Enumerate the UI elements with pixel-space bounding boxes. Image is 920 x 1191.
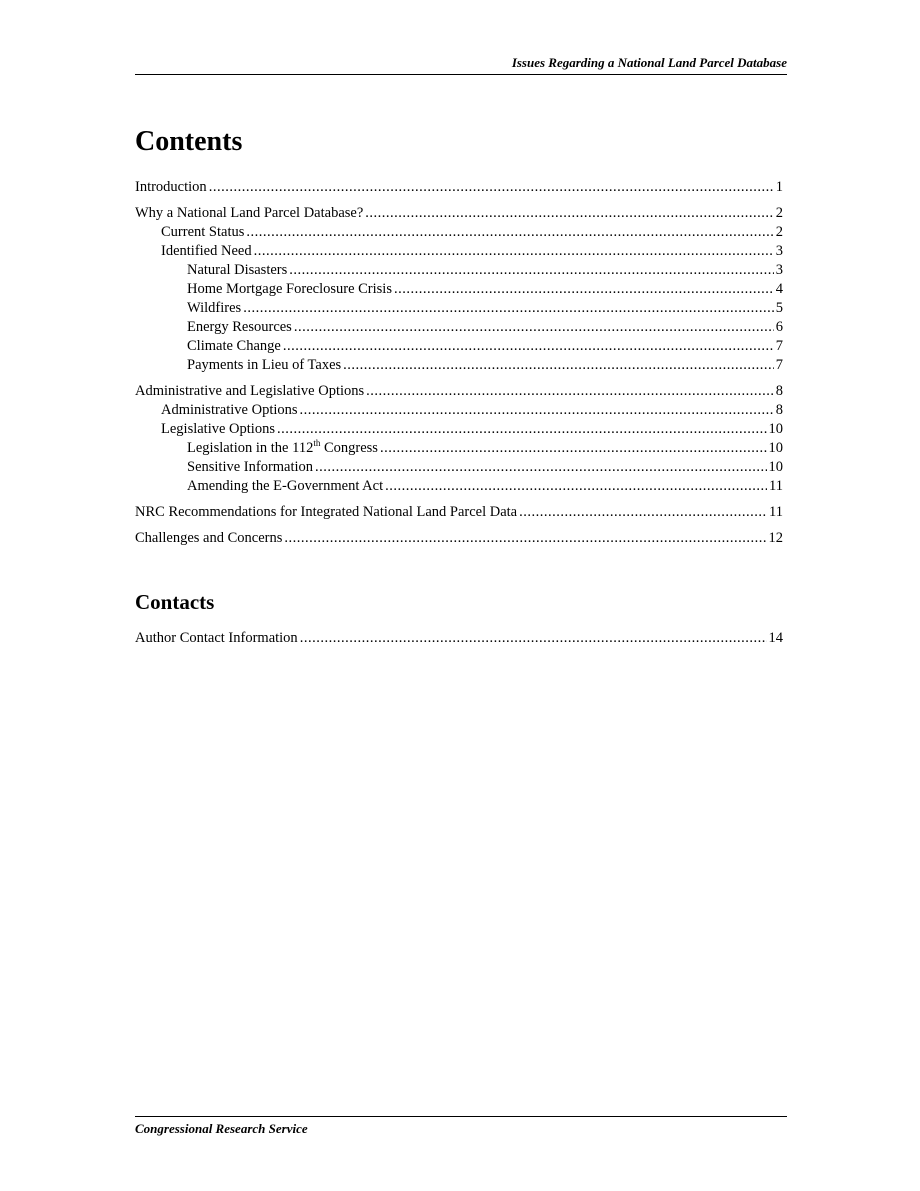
toc-entry-legislation-112th-congress[interactable]: [135, 439, 783, 458]
toc-entry-title: Home Mortgage Foreclosure Crisis: [187, 281, 392, 297]
toc-entry-title: Payments in Lieu of Taxes: [187, 357, 342, 373]
toc-entry-page: 3: [775, 243, 783, 259]
toc-entry-why-national-database[interactable]: [135, 204, 783, 223]
dot-leader: [289, 261, 773, 280]
toc-entry-title: Current Status: [161, 224, 245, 240]
dot-leader: [519, 503, 767, 522]
dot-leader: [209, 178, 774, 197]
toc-entry-title: Wildfires: [187, 300, 242, 316]
toc-entry-title: Author Contact Information: [135, 630, 298, 646]
toc-entry-title: Legislative Options: [161, 421, 275, 437]
toc-entry-title: Sensitive Information: [187, 459, 314, 475]
toc-entry-title: Administrative and Legislative Options: [135, 383, 365, 399]
toc-entry-amending-egov-act[interactable]: [135, 477, 783, 496]
toc-entry-title-text: Congress: [320, 440, 378, 456]
toc-entry-page: 8: [775, 383, 783, 399]
dot-leader: [277, 420, 767, 439]
toc-entry-page: 12: [768, 530, 783, 546]
dot-leader: [365, 204, 773, 223]
dot-leader: [243, 299, 774, 318]
toc-entry-title-text: Legislation in the 112: [187, 440, 314, 456]
toc-entry-payments-lieu-taxes[interactable]: [135, 356, 783, 375]
toc-entry-page: 6: [775, 319, 783, 335]
dot-leader: [300, 401, 774, 420]
toc-entry-title: NRC Recommendations for Integrated National Land Parcel Data: [135, 504, 518, 520]
toc-entry-admin-legislative-options[interactable]: [135, 382, 783, 401]
dot-leader: [246, 223, 773, 242]
toc-entry-title: Climate Change: [187, 338, 281, 354]
toc-entry-challenges-concerns[interactable]: [135, 529, 783, 548]
contents-heading: Contents: [135, 126, 243, 157]
dot-leader: [283, 337, 774, 356]
toc-entry-title: Natural Disasters: [187, 262, 288, 278]
dot-leader: [315, 458, 766, 477]
toc-entry-foreclosure-crisis[interactable]: [135, 280, 783, 299]
toc-entry-title: Amending the E-Government Act: [187, 478, 384, 494]
dot-leader: [284, 529, 766, 548]
dot-leader: [366, 382, 774, 401]
toc-entry-title: Why a National Land Parcel Database?: [135, 205, 364, 221]
running-header: Issues Regarding a National Land Parcel Database: [135, 55, 787, 75]
dot-leader: [380, 439, 767, 458]
toc-entry-page: 10: [768, 459, 783, 475]
running-footer: Congressional Research Service: [135, 1116, 787, 1137]
ordinal-superscript: th: [313, 438, 321, 449]
table-of-contents: [135, 178, 783, 548]
toc-entry-introduction[interactable]: [135, 178, 783, 197]
toc-entry-legislative-options[interactable]: [135, 420, 783, 439]
toc-entry-page: 11: [769, 504, 783, 520]
toc-entry-page: 11: [769, 478, 783, 494]
toc-entry-page: 2: [775, 205, 783, 221]
toc-entry-natural-disasters[interactable]: [135, 261, 783, 280]
toc-entry-title: Introduction: [135, 179, 207, 195]
toc-entry-title: Energy Resources: [187, 319, 292, 335]
toc-entry-page: 4: [775, 281, 783, 297]
toc-entry-page: 5: [775, 300, 783, 316]
dot-leader: [294, 318, 774, 337]
dot-leader: [394, 280, 774, 299]
toc-entry-nrc-recommendations[interactable]: [135, 503, 783, 522]
dot-leader: [385, 477, 767, 496]
toc-entry-title: [187, 439, 378, 458]
toc-entry-climate-change[interactable]: [135, 337, 783, 356]
toc-entry-page: 7: [775, 338, 783, 354]
toc-entry-title: Challenges and Concerns: [135, 530, 283, 546]
toc-entry-wildfires[interactable]: [135, 299, 783, 318]
toc-entry-page: 3: [775, 262, 783, 278]
toc-entry-author-contact[interactable]: [135, 629, 783, 648]
toc-entry-current-status[interactable]: [135, 223, 783, 242]
contacts-list: [135, 629, 783, 648]
toc-entry-administrative-options[interactable]: [135, 401, 783, 420]
toc-entry-page: 8: [775, 402, 783, 418]
toc-entry-page: 1: [775, 179, 783, 195]
toc-entry-page: 10: [768, 421, 783, 437]
toc-entry-page: 2: [775, 224, 783, 240]
contacts-heading: Contacts: [135, 590, 215, 614]
dot-leader: [254, 242, 774, 261]
toc-entry-page: 10: [768, 440, 783, 456]
dot-leader: [300, 629, 767, 648]
toc-entry-identified-need[interactable]: [135, 242, 783, 261]
toc-entry-title: Identified Need: [161, 243, 252, 259]
toc-entry-page: 7: [775, 357, 783, 373]
toc-entry-sensitive-information[interactable]: [135, 458, 783, 477]
toc-entry-energy-resources[interactable]: [135, 318, 783, 337]
toc-entry-page: 14: [768, 630, 783, 646]
dot-leader: [343, 356, 774, 375]
toc-entry-title: Administrative Options: [161, 402, 298, 418]
